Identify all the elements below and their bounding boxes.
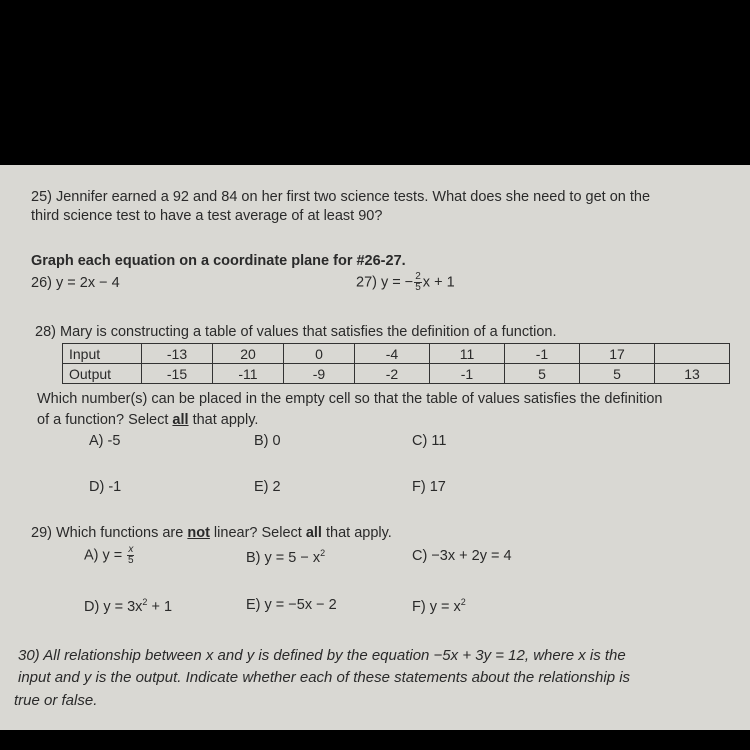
output-cell: 5 [505, 364, 580, 384]
question-25-line-1: 25) Jennifer earned a 92 and 84 on her first two science tests. What does she need to get on the [31, 189, 651, 205]
exponent: 2 [320, 548, 326, 558]
input-cell: -13 [142, 344, 213, 364]
input-cell: 11 [430, 344, 505, 364]
question-26: 26) y = 2x − 4 [31, 275, 120, 291]
fraction-denominator: 5 [415, 282, 421, 293]
choice-text: A) y = [84, 547, 127, 564]
question-30-line-2: input and y is the output. Indicate whether each of these statements about the relationship is [18, 669, 631, 686]
input-cell: 0 [284, 344, 355, 364]
question-30-line-1: 30) All relationship between x and y is defined by the equation −5x + 3y = 12, where x is the [18, 647, 626, 664]
choice-a-fraction [127, 545, 134, 566]
function-table [62, 343, 730, 384]
choice-text: D) y = 3x [84, 598, 143, 615]
worksheet-page [0, 165, 750, 730]
input-label: Input [63, 344, 142, 364]
input-cell: 20 [213, 344, 284, 364]
q29-choice-d[interactable] [84, 597, 172, 615]
q29-choice-f[interactable] [412, 597, 466, 615]
question-text: 29) Which functions are [31, 525, 188, 541]
fraction-denominator: 5 [128, 555, 134, 566]
question-text: linear? Select [209, 525, 306, 541]
input-cell: -1 [505, 344, 580, 364]
choice-text: F) y = x [412, 598, 461, 615]
question-text: that apply. [321, 525, 392, 541]
emphasis-not: not [187, 525, 210, 541]
question-27-fraction [414, 272, 422, 293]
choice-b[interactable]: B) 0 [254, 433, 281, 449]
output-cell: -15 [142, 364, 213, 384]
q29-choice-b[interactable] [246, 548, 325, 566]
question-27-prefix: 27) y = − [356, 274, 414, 291]
choice-f[interactable]: F) 17 [412, 479, 446, 495]
input-cell-empty [655, 344, 730, 364]
exponent: 2 [142, 597, 148, 607]
choice-d[interactable]: D) -1 [89, 479, 122, 495]
fraction-numerator: x [128, 544, 134, 555]
choice-text: + 1 [147, 598, 173, 615]
output-cell: 13 [655, 364, 730, 384]
question-27-suffix: x + 1 [422, 274, 455, 291]
output-cell: -9 [284, 364, 355, 384]
input-cell: 17 [580, 344, 655, 364]
choice-e[interactable]: E) 2 [254, 479, 281, 495]
exponent: 2 [460, 597, 466, 607]
choice-c[interactable]: C) 11 [412, 433, 447, 449]
emphasis-all: all [172, 412, 189, 428]
output-label: Output [63, 364, 142, 384]
output-row [63, 364, 730, 384]
q29-choice-e[interactable]: E) y = −5x − 2 [246, 597, 337, 613]
choice-text: B) y = 5 − x [246, 549, 321, 566]
choice-a[interactable]: A) -5 [89, 433, 121, 449]
question-28-prompt: 28) Mary is constructing a table of values that satisfies the definition of a function. [35, 324, 557, 340]
input-cell: -4 [355, 344, 430, 364]
q29-choice-a[interactable] [84, 545, 135, 566]
question-29-prompt [31, 525, 392, 541]
question-27 [356, 272, 455, 293]
question-28-question-line-2 [37, 412, 258, 428]
question-text: that apply. [188, 412, 259, 428]
question-text: of a function? Select [37, 412, 173, 428]
output-cell: 5 [580, 364, 655, 384]
q29-choice-c[interactable]: C) −3x + 2y = 4 [412, 548, 512, 564]
output-cell: -11 [213, 364, 284, 384]
output-cell: -1 [430, 364, 505, 384]
question-28-question-line-1: Which number(s) can be placed in the empty cell so that the table of values satisfies the definition [37, 391, 663, 407]
graph-heading: Graph each equation on a coordinate plane for #26-27. [31, 253, 406, 269]
emphasis-all: all [305, 525, 322, 541]
output-cell: -2 [355, 364, 430, 384]
question-30-line-3: true or false. [14, 692, 98, 709]
fraction-numerator: 2 [415, 271, 421, 282]
question-25-line-2: third science test to have a test average of at least 90? [31, 208, 383, 224]
input-row [63, 344, 730, 364]
